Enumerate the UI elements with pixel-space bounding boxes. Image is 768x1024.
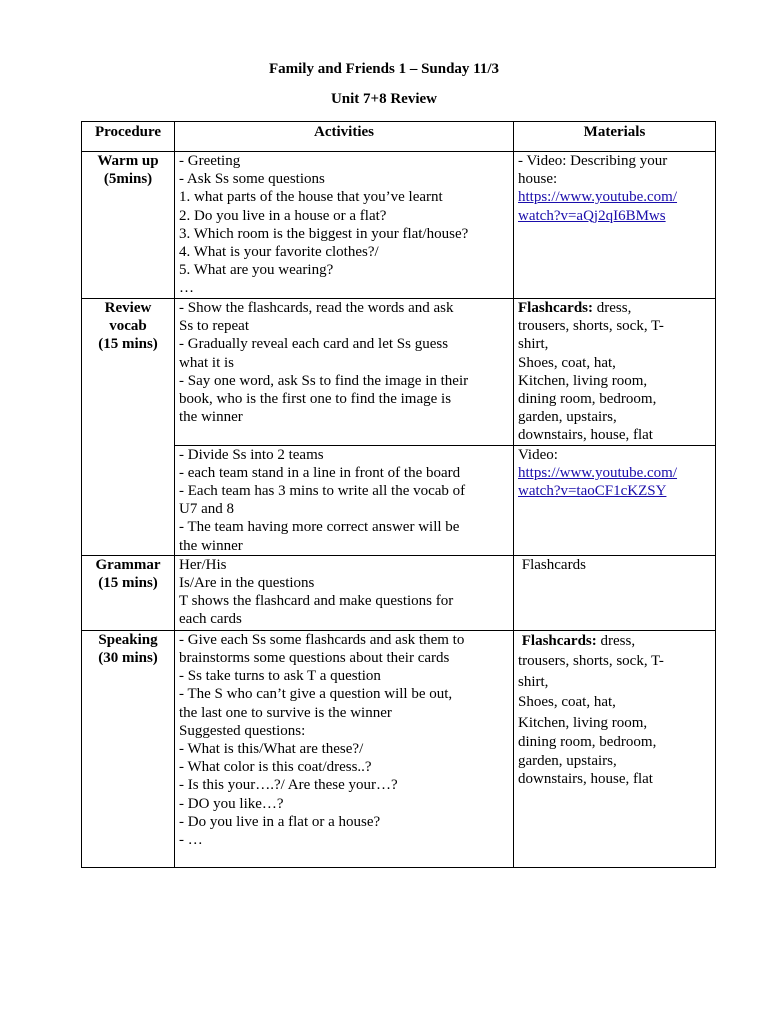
material-text: dress, <box>596 632 636 649</box>
activity-line: U7 and 8 <box>179 501 234 518</box>
activity-line: 5. What are you wearing? <box>179 262 334 279</box>
material-line: shirt, <box>518 336 549 353</box>
activity-line: Her/His <box>179 556 227 573</box>
lesson-plan-table <box>81 121 716 868</box>
activities-speaking <box>175 630 514 867</box>
flashcards-label: Flashcards: <box>518 632 597 649</box>
activity-line: - The S who can’t give a question will be out, <box>179 686 453 703</box>
activity-line: the last one to survive is the winner <box>179 704 392 721</box>
material-line: - Video: Describing your <box>518 153 668 169</box>
procedure-text: Grammar <box>95 556 161 573</box>
material-line: Flashcards <box>518 556 586 573</box>
activity-line: the winner <box>179 537 243 554</box>
activity-line: - DO you like…? <box>179 795 284 812</box>
procedure-duration: (30 mins) <box>98 650 158 667</box>
procedure-text: Review <box>104 300 152 316</box>
table-row-warmup <box>82 152 716 299</box>
material-line: shirt, <box>518 673 549 690</box>
activity-line: the winner <box>179 409 243 426</box>
activity-line: brainstorms some questions about their cards <box>179 650 450 667</box>
header-materials: Materials <box>514 122 716 152</box>
link-line[interactable]: https://www.youtube.com/ <box>518 189 678 206</box>
procedure-text: vocab <box>109 318 147 335</box>
table-header-row <box>82 122 716 152</box>
activity-line: - Say one word, ask Ss to find the image in their <box>179 372 469 389</box>
activity-line: what it is <box>179 354 234 371</box>
material-line: Kitchen, living room, <box>518 714 648 731</box>
material-line: trousers, shorts, sock, T- <box>518 318 664 335</box>
activity-line: - Show the flashcards, read the words and ask <box>179 300 454 316</box>
activity-line: book, who is the first one to find the image is <box>179 391 452 408</box>
procedure-text: Warm up <box>97 153 159 169</box>
table-row-review-a <box>82 299 716 446</box>
material-line <box>518 631 711 652</box>
document-subtitle: Unit 7+8 Review <box>330 91 438 107</box>
procedure-speaking <box>82 630 175 867</box>
activity-line: - Ss take turns to ask T a question <box>179 668 381 685</box>
header-activities: Activities <box>175 122 514 152</box>
activity-line: - Gradually reveal each card and let Ss guess <box>179 336 449 353</box>
activity-line: Is/Are in the questions <box>179 575 315 592</box>
document-title: Family and Friends 1 – Sunday 11/3 <box>268 61 500 77</box>
link-line[interactable]: watch?v=aQj2qI6BMws <box>518 207 666 224</box>
activity-line: - Divide Ss into 2 teams <box>179 446 324 463</box>
activity-line: - Give each Ss some flashcards and ask them to <box>179 631 465 648</box>
material-line: downstairs, house, flat <box>518 427 653 444</box>
activity-line: … <box>179 280 194 297</box>
materials-warmup <box>514 152 716 299</box>
activity-line: - What is this/What are these?/ <box>179 741 364 758</box>
activity-line: 1. what parts of the house that you’ve learnt <box>179 189 443 206</box>
procedure-duration: (15 mins) <box>98 336 158 353</box>
material-line: Shoes, coat, hat, <box>518 694 616 711</box>
material-line: Kitchen, living room, <box>518 372 648 389</box>
activity-line: 3. Which room is the biggest in your flat/house? <box>179 225 469 242</box>
table-row-speaking <box>82 630 716 867</box>
materials-review-a <box>514 299 716 446</box>
activities-warmup <box>175 152 514 299</box>
activities-grammar <box>175 555 514 630</box>
activity-line: - Ask Ss some questions <box>179 171 325 188</box>
activity-line: - Each team has 3 mins to write all the vocab of <box>179 483 466 500</box>
activity-line: - Do you live in a flat or a house? <box>179 813 381 830</box>
materials-speaking <box>514 630 716 867</box>
flashcards-label: Flashcards: <box>518 300 593 316</box>
activity-line: - Is this your….?/ Are these your…? <box>179 777 398 794</box>
table-row-review-b <box>82 445 716 555</box>
procedure-grammar <box>82 555 175 630</box>
material-line: garden, upstairs, <box>518 409 617 426</box>
material-line <box>518 299 711 317</box>
material-text: dress, <box>593 300 632 316</box>
link-line[interactable]: watch?v=taoCF1cKZSY <box>518 483 667 500</box>
activity-line: T shows the flashcard and make questions for <box>179 593 454 610</box>
material-line: garden, upstairs, <box>518 752 617 769</box>
table-row-grammar <box>82 555 716 630</box>
link-line[interactable]: https://www.youtube.com/ <box>518 464 678 481</box>
material-line: Shoes, coat, hat, <box>518 354 616 371</box>
activities-review-b <box>175 445 514 555</box>
procedure-review <box>82 299 175 556</box>
youtube-link-review[interactable] <box>518 464 711 500</box>
material-line: Video: <box>518 446 558 463</box>
procedure-text: Speaking <box>98 631 158 648</box>
activity-line: - each team stand in a line in front of the board <box>179 464 461 481</box>
activity-line: - Greeting <box>179 153 241 169</box>
activity-line: 4. What is your favorite clothes?/ <box>179 244 379 261</box>
material-line: downstairs, house, flat <box>518 770 653 787</box>
procedure-warmup <box>82 152 175 299</box>
activity-line: - … <box>179 832 203 849</box>
material-line: trousers, shorts, sock, T- <box>518 653 664 670</box>
material-line: house: <box>518 171 558 188</box>
activities-review-a <box>175 299 514 446</box>
header-procedure: Procedure <box>82 122 175 152</box>
procedure-duration: (5mins) <box>103 171 153 188</box>
material-line: dining room, bedroom, <box>518 391 657 408</box>
activity-line: - The team having more correct answer will be <box>179 519 460 536</box>
procedure-duration: (15 mins) <box>98 575 158 592</box>
materials-grammar <box>514 555 716 630</box>
material-line: dining room, bedroom, <box>518 734 657 751</box>
activity-line: Ss to repeat <box>179 318 249 335</box>
activity-line: Suggested questions: <box>179 722 306 739</box>
activity-line: 2. Do you live in a house or a flat? <box>179 207 387 224</box>
youtube-link-warmup[interactable] <box>518 188 711 224</box>
materials-review-b <box>514 445 716 555</box>
activity-line: - What color is this coat/dress..? <box>179 759 372 776</box>
activity-line: each cards <box>179 611 242 628</box>
